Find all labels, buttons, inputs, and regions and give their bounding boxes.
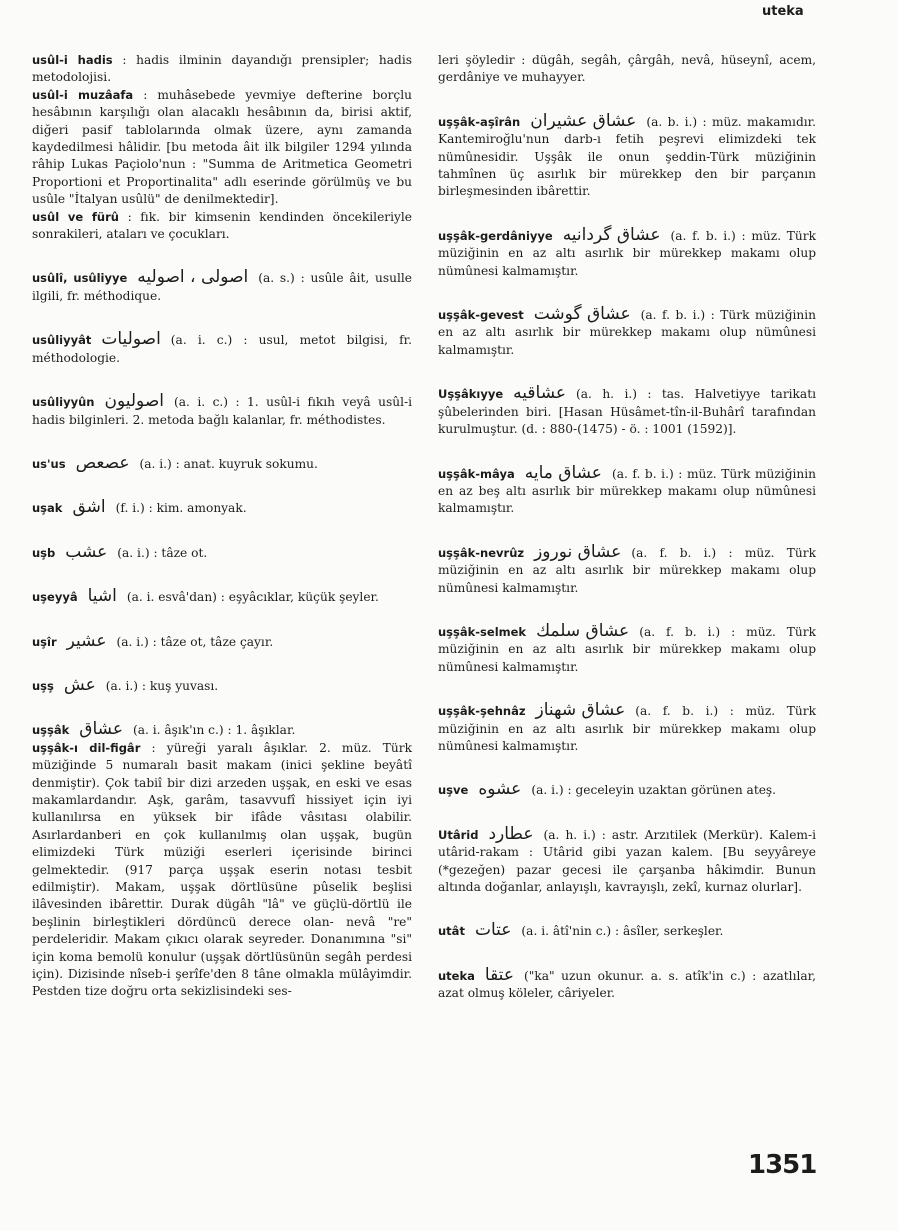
arabic-script: عشاق عشيران — [530, 110, 637, 131]
definition-text: : yüreği yaralı âşıklar. 2. müz. Türk müziğinde 5 numaralı basit makam (inici şekline beyâtî denmiştir). Çok tabiî bir dizi arzeden uşşak, en eski ve esas makamlardandır. Aşk, garâm, tasavvufî hissiyet için iyi kullanılırsa en yüksek bir ifâde vâsıtası olabilir. Asırlardanberi en çok kullanılmış olan uşşak, bugün elimizdeki Türk müziği eserleri içerisinde birinci gelmektedir. (917 parça uşşak eserin notası tesbit edilmiştir). Makam, uşşak dörtlüsüne pûselik beşlisi ilâvesinden ibârettir. Durak dügâh "lâ" ve güçlü-dörtlü ile beşlinin birleştikleri dördüncü derece olan- nevâ "re" perdeleridir. Makam çıkıcı olarak seyreder. Donanımına "si" için koma bemolü konulur (uşşak dörtlüsünün segâh perdesi için). Dizisinde nîseb-i şerîfe'den 8 tâne olmakla mülâyimdir. Pestden tize doğru orta sekizlisindeki ses- — [32, 740, 412, 999]
dictionary-entry — [32, 674, 412, 695]
arabic-script: عشاق گوشت — [533, 304, 631, 325]
arabic-script: اصوليات — [101, 329, 161, 350]
definition-text: (a. h. i.) : tas. Halvetiyye tarikatı şûbelerinden biri. [Hasan Hüsâmet-tîn-il-Buhârî tarafından kurulmuştur. (d. : 880-(1475) - ö. : 1001 (1592)]. — [438, 387, 816, 437]
definition-text: (a. i.) : anat. kuyruk sokumu. — [139, 456, 318, 471]
definition-text: (a. f. b. i.) : müz. Türk müziğinin en az altı asırlık bir mürekkep makamı olup nümûnesi kalmamıştır. — [438, 228, 816, 278]
headword: uşşâk-gerdâniyye — [438, 228, 553, 243]
headword: uşak — [32, 501, 63, 516]
dictionary-entry — [32, 721, 412, 739]
headword: uşve — [438, 783, 469, 798]
definition-text: leri şöyledir : dügâh, segâh, çârgâh, nevâ, hüseynî, acem, gerdâniye ve muhayyer. — [438, 53, 816, 85]
definition-text: (a. f. b. i.) : müz. Türk müziğinin en az altı asırlık bir mürekkep makamı olup nümûnesi kalmamıştır. — [438, 704, 816, 753]
arabic-script: عشب — [65, 541, 108, 562]
definition-text: (a. i. esvâ'dan) : eşyâcıklar, küçük şeyler. — [126, 590, 379, 605]
headword: usûliyyât — [32, 333, 92, 348]
headword: usûlî, usûliyye — [32, 271, 128, 286]
dictionary-entry — [32, 740, 412, 1001]
arabic-script: عشوه — [478, 779, 522, 800]
arabic-script: اصولى ، اصوليه — [137, 267, 249, 288]
dictionary-entry — [32, 452, 412, 473]
headword: usûl ve fürû — [32, 209, 119, 224]
definition-text: (a. f. b. i.) : Türk müziğinin en az altı asırlık bir mürekkep makamı olup nümûnesi kalmamıştır. — [438, 308, 816, 357]
dictionary-entry — [438, 922, 816, 940]
headword: uşşâk-aşîrân — [438, 114, 521, 129]
dictionary-entry — [32, 331, 412, 367]
headword: uşşâk-mâya — [438, 466, 515, 481]
headword: Utârid — [438, 827, 479, 842]
dictionary-entry — [438, 306, 816, 359]
dictionary-entry — [438, 823, 816, 897]
dictionary-entry — [32, 588, 412, 606]
definition-text: : fık. bir kimsenin kendinden öncekileriyle sonrakileri, ataları ve çocukları. — [32, 209, 412, 242]
definition-text: (a. i. c.) : 1. usûl-i fıkıh veyâ usûl-i hadis bilginleri. 2. metoda bağlı kalanlar, fr. méthodistes. — [32, 395, 412, 427]
definition-text: (a. b. i.) : müz. makamıdır. Kantemiroğlu'nun darb-ı fetih peşrevi elimizdeki tek nümûnesidir. Uşşâk ile onun şeddin-Türk müziğinin tahmînen üç asırlık bir mürekkep den bir parçanın birleşmesinden ibârettir. — [438, 114, 816, 199]
definition-text: (a. h. i.) : astr. Arzıtilek (Merkür). Kalem-i utârid-rakam : Utârid gibi yazan kalem. [Bu seyyâreye (*gezeğen) pazar gecesi ile çarşanba hâkimdir. Bunun altında doğanlar, anlayışlı, kavrayışlı, zekî, kurnaz olurlar]. — [438, 827, 816, 894]
arabic-script: عطارد — [488, 823, 534, 844]
dictionary-entry — [438, 620, 816, 676]
definition-text: (a. f. b. i.) : müz. Türk müziğinin en az altı asırlık bir mürekkep makamı olup nümûnesi kalmamıştır. — [438, 545, 816, 595]
headword: uşşâk — [32, 723, 70, 738]
definition-text: (f. i.) : kim. amonyak. — [115, 501, 247, 516]
dictionary-entry — [438, 224, 816, 280]
arabic-script: عشاق شهناز — [535, 700, 626, 721]
headword: uşş — [32, 678, 54, 693]
arabic-script: اشيا — [87, 586, 117, 607]
headword: uşşâk-nevrûz — [438, 545, 525, 560]
headword: us'us — [32, 456, 66, 471]
arabic-script: عشاق نوروز — [534, 541, 622, 562]
dictionary-entry — [32, 630, 412, 651]
arabic-script: عشاق سلمك — [536, 620, 630, 641]
arabic-script: عصعص — [75, 452, 130, 473]
headword: utât — [438, 924, 465, 939]
definition-text: (a. f. b. i.) : müz. Türk müziğinin en az beş altı asırlık bir mürekkep makamı olup nümûnesi kalmamıştır. — [438, 466, 816, 516]
definition-text: (a. s.) : usûle âit, usulle ilgili, fr. méthodique. — [32, 271, 412, 303]
headword: uşb — [32, 545, 56, 560]
dictionary-entry — [438, 702, 816, 755]
dictionary-entry — [32, 52, 412, 87]
definition-text: (a. i.) : geceleyin uzaktan görünen ateş. — [531, 783, 777, 798]
dictionary-entry — [32, 269, 412, 305]
definition-text: (a. i.) : tâze ot, tâze çayır. — [116, 634, 274, 649]
dictionary-entry — [32, 209, 412, 244]
headword: uşşâk-ı dil-figâr — [32, 740, 141, 755]
definition-text: (a. f. b. i.) : müz. Türk müziğinin en az altı asırlık bir mürekkep makamı olup nümûnesi kalmamıştır. — [438, 624, 816, 674]
headword: usûl-i muzâafa — [32, 87, 134, 102]
arabic-script: عش — [63, 674, 96, 695]
headword: uşîr — [32, 634, 57, 649]
definition-text: (a. i. c.) : usul, metot bilgisi, fr. méthodologie. — [32, 333, 412, 365]
arabic-script: عتقا — [484, 964, 514, 985]
dictionary-entry — [438, 462, 816, 518]
headword: uşşâk-gevest — [438, 308, 524, 323]
dictionary-entry — [438, 781, 816, 799]
arabic-script: عشاق گردانيه — [562, 224, 661, 245]
headword: uşşâk-şehnâz — [438, 704, 526, 719]
dictionary-entry — [438, 110, 816, 201]
page-number: 1351 — [748, 1150, 817, 1180]
arabic-script: عشير — [66, 630, 107, 651]
dictionary-entry — [32, 393, 412, 429]
definition-text: : muhâsebede yevmiye defterine borçlu hesâbının karşılığı olan alacaklı hesâbının da, birisi aktif, diğeri pasif tablolarında olmak üzere, aynı zamanda kaydedilmesi hâlidir. [bu metoda âit ilk bilgiler 1294 yılında râhip Lukas Paçiolo'nun : "Summa de Aritmetica Geometri Proportioni et Proportinalita" adlı eserinde görülmüş ve bu usûle "İtalyan usûlü" de denilmektedir]. — [32, 87, 412, 207]
arabic-script: عشاقيه — [513, 383, 567, 404]
dictionary-entry — [438, 385, 816, 438]
headword: usûl-i hadis — [32, 53, 113, 67]
headword: Uşşâkıyye — [438, 387, 504, 402]
dictionary-entry — [32, 87, 412, 209]
arabic-script: اصوليون — [104, 391, 165, 412]
dictionary-entry — [438, 52, 816, 87]
definition-text: ("ka" uzun okunur. a. s. atîk'in c.) : azatlılar, azat olmuş köleler, câriyeler. — [438, 968, 816, 1001]
definition-text: : hadis ilminin dayandığı prensipler; hadis metodolojisi. — [32, 53, 412, 85]
left-column — [32, 52, 412, 1001]
dictionary-entry — [438, 964, 816, 1003]
right-column — [438, 52, 816, 1003]
arabic-script: اشق — [72, 497, 106, 518]
headword: uşeyyâ — [32, 590, 78, 605]
running-head: uteka — [762, 4, 804, 19]
headword: uteka — [438, 968, 475, 983]
arabic-script: عشاق مايه — [524, 462, 602, 483]
headword: usûliyyûn — [32, 395, 95, 410]
definition-text: (a. i.) : tâze ot. — [117, 545, 208, 560]
dictionary-entry — [32, 499, 412, 517]
arabic-script: عتات — [474, 920, 512, 941]
definition-text: (a. i. âşık'ın c.) : 1. âşıklar. — [132, 723, 296, 738]
dictionary-entry — [32, 541, 412, 562]
definition-text: (a. i.) : kuş yuvası. — [105, 678, 219, 693]
dictionary-entry — [438, 541, 816, 597]
headword: uşşâk-selmek — [438, 624, 527, 639]
arabic-script: عشاق — [79, 719, 123, 740]
definition-text: (a. i. âtî'nin c.) : âsîler, serkeşler. — [521, 924, 724, 939]
